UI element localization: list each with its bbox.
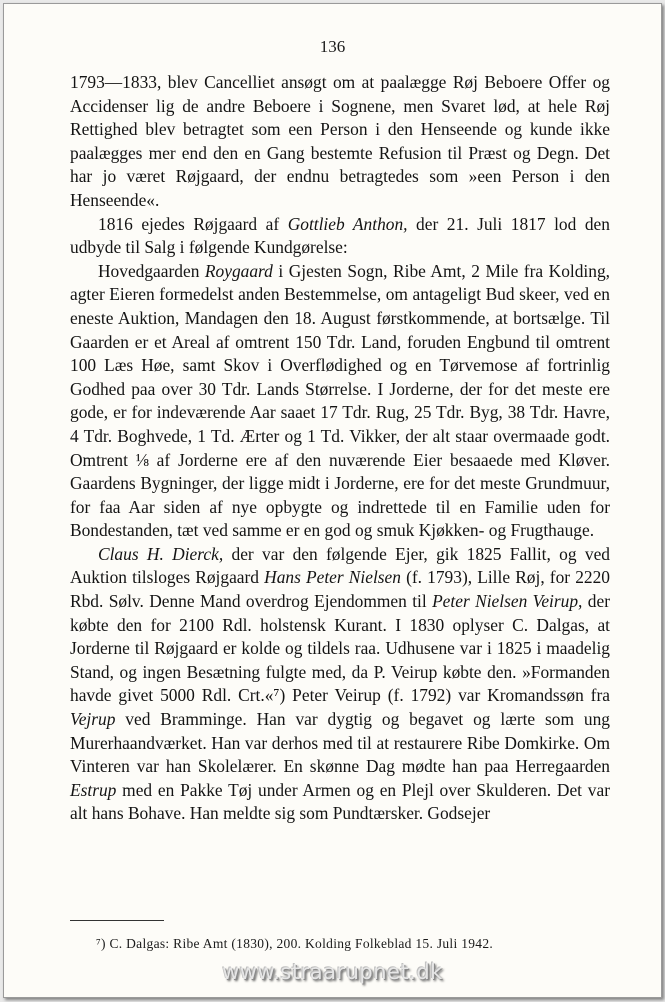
body-text xyxy=(70,71,610,826)
watermark: www.straarupnet.dk xyxy=(222,960,443,984)
footnote-divider xyxy=(70,920,164,921)
text-run: (f. 1793), Lille Røj, for 2220 Rbd. Sølv. Denne Mand overdrog Ejendommen til xyxy=(70,567,611,612)
text-run: der 21. Juli 1817 lod den udbyde til Salg i følgende Kundgørelse: xyxy=(70,213,610,258)
text-run: 1816 ejedes Røjgaard af xyxy=(98,213,288,234)
book-page xyxy=(3,3,662,998)
footnote: ⁷) C. Dalgas: Ribe Amt (1830), 200. Kolding Folkeblad 15. Juli 1942. xyxy=(96,936,494,951)
italic-text: Roygaard xyxy=(204,260,273,281)
italic-text: Estrup xyxy=(70,779,117,800)
italic-text: Gottlieb Anthon, xyxy=(287,213,408,234)
text-run: ved Bramminge. Han var dygtig og begavet og lærte som ung Murerhaandværket. Han var derhos med til at restaurere Ribe Domkirke. Om Vinteren var han Skolelærer. En skønne Dag mødte han paa Herregaarden xyxy=(70,709,610,777)
paragraph xyxy=(70,71,610,213)
paragraph xyxy=(70,543,610,826)
paragraph xyxy=(70,260,610,543)
text-run: der var den følgende Ejer, gik 1825 Fallit, og ved Auktion tilsloges Røjgaard xyxy=(70,543,610,588)
text-run: med en Pakke Tøj under Armen og en Plejl over Skulderen. Det var alt hans Bohave. Han meldte sig som Pundtærsker. Godsejer xyxy=(70,779,610,824)
text-run: 1793—1833, blev Cancelliet ansøgt om at paalægge Røj Beboere Offer og Accidenser lig de andre Beboere i Sognene, men Svaret lød, at hele Røj Rettighed blev betragtet som een Person i den Henseende og kunde ikke paalægges mer end den en Gang bestemte Refusion til Præst og Degn. Det har jo været Røjgaard, der endnu betragtedes som »een Person i den Henseende«. xyxy=(70,72,610,210)
paragraph xyxy=(70,213,610,260)
italic-text: Peter Nielsen Veirup, xyxy=(432,591,583,612)
text-run: Hovedgaarden xyxy=(98,260,205,281)
italic-text: Hans Peter Nielsen xyxy=(264,567,401,588)
italic-text: Claus H. Dierck, xyxy=(98,543,224,564)
page-number: 136 xyxy=(319,37,346,56)
text-run: i Gjesten Sogn, Ribe Amt, 2 Mile fra Kolding, agter Eieren formedelst anden Bestemmelse, om antageligt Bud skeer, ved en eneste Auktion, Mandagen den 18. August førstkommende, at bortsælge. Til Gaarden er et Areal af omtrent 150 Tdr. Land, foruden Engbund til omtrent 100 Læs Høe, samt Skov i Overflødighed og en Tørvemose af fortrinlig Godhed paa over 30 Tdr. Lands Størrelse. I Jorderne, der for det meste ere gode, er for indeværende Aar saaet 17 Tdr. Rug, 25 Tdr. Byg, 38 Tdr. Havre, 4 Tdr. Boghvede, 1 Td. Ærter og 1 Td. Vikker, der alt staar overmaade godt. Omtrent ⅛ af Jorderne ere af den nuværende Eier besaaede med Kløver. Gaardens Bygninger, der ligge midt i Jorderne, ere for det meste Grundmuur, for faa Aar siden af nye opbygte og indrettede til en Familie uden for Bondestanden, tæt ved samme er en god og smuk Kjøkken- og Frugthauge. xyxy=(70,260,610,541)
text-run: der købte den for 2100 Rdl. holstensk Kurant. I 1830 oplyser C. Dalgas, at Jorderne til Røjgaard er kolde og tildels raa. Udhusene var i 1825 i maadelig Stand, og ingen Besætning fulgte med, da P. Veirup købte den. »Formanden havde givet 5000 Rdl. Crt.«⁷) Peter Veirup (f. 1792) var Kromandssøn fra xyxy=(70,591,610,706)
italic-text: Vejrup xyxy=(70,709,116,730)
